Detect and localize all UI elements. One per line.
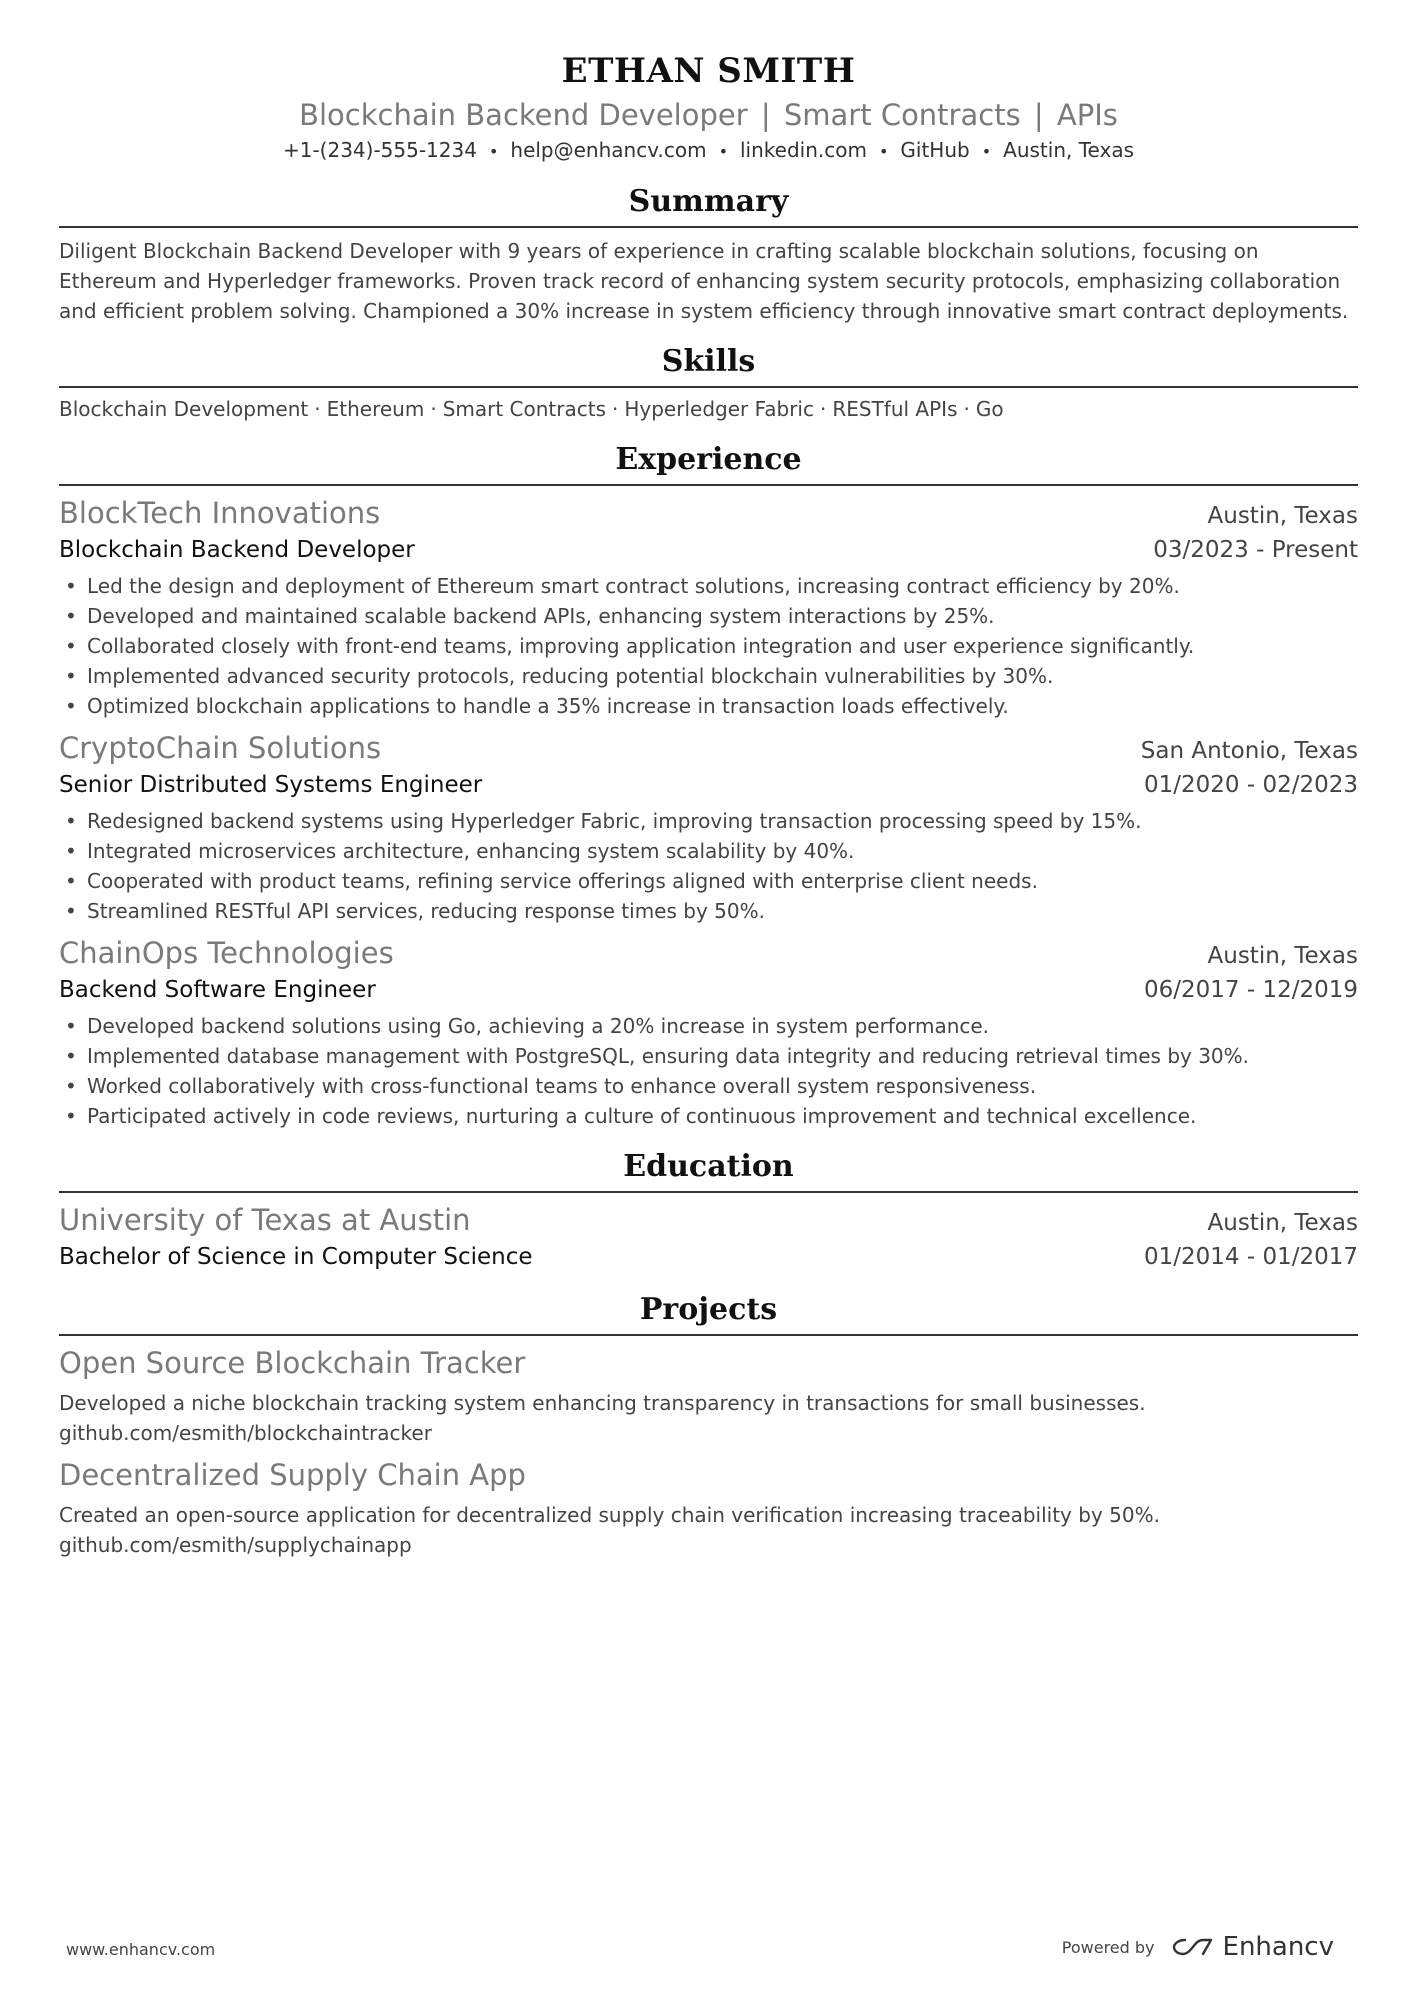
- job-company: CryptoChain Solutions: [59, 731, 382, 765]
- contact-phone: +1-(234)-555-1234: [282, 138, 477, 162]
- resume-header: [59, 48, 1358, 166]
- enhancv-logo-icon: [1171, 1935, 1215, 1959]
- job-dates: 03/2023 - Present: [1153, 537, 1358, 563]
- job-bullet: • Implemented advanced security protocols, reducing potential blockchain vulnerabilities by 30%.: [59, 661, 1358, 691]
- headline-separator: |: [1033, 98, 1044, 132]
- job-role: Blockchain Backend Developer: [59, 537, 415, 563]
- project-link[interactable]: github.com/esmith/supplychainapp: [59, 1533, 412, 1557]
- skill-item: Hyperledger Fabric: [624, 397, 814, 421]
- job-location: San Antonio, Texas: [1140, 738, 1358, 764]
- contact-location: Austin, Texas: [1003, 138, 1135, 162]
- headline-part: Blockchain Backend Developer: [299, 98, 748, 132]
- project-entry: [59, 1456, 1358, 1560]
- section-title: Education: [59, 1147, 1358, 1193]
- skill-separator: ·: [430, 397, 437, 421]
- job-dates: 01/2020 - 02/2023: [1143, 772, 1358, 798]
- job-bullet: • Developed and maintained scalable backend APIs, enhancing system interactions by 25%.: [59, 601, 1358, 631]
- education-school: University of Texas at Austin: [59, 1203, 471, 1237]
- job-bullet: • Led the design and deployment of Ethereum smart contract solutions, increasing contract efficiency by 20%.: [59, 571, 1358, 601]
- contact-email[interactable]: help@enhancv.com: [510, 138, 707, 162]
- contact-line: [59, 136, 1358, 166]
- headline: [59, 96, 1358, 134]
- project-title: Decentralized Supply Chain App: [59, 1458, 526, 1492]
- skill-item: Blockchain Development: [59, 397, 309, 421]
- summary-section: [59, 182, 1358, 326]
- education-location: Austin, Texas: [1207, 1210, 1358, 1236]
- job-entry: [59, 494, 1358, 721]
- education-entry: [59, 1201, 1358, 1274]
- dot-separator: •: [981, 142, 992, 161]
- job-company: ChainOps Technologies: [59, 936, 394, 970]
- job-bullet: • Cooperated with product teams, refining service offerings aligned with enterprise client needs.: [59, 866, 1358, 896]
- dot-separator: •: [488, 142, 499, 161]
- dot-separator: •: [878, 142, 889, 161]
- job-bullet: • Participated actively in code reviews, nurturing a culture of continuous improvement and technical excellence.: [59, 1101, 1358, 1131]
- job-bullet: • Developed backend solutions using Go, achieving a 20% increase in system performance.: [59, 1011, 1358, 1041]
- job-entry: [59, 934, 1358, 1131]
- powered-by-label: Powered by: [1061, 1937, 1155, 1957]
- job-bullet: • Integrated microservices architecture, enhancing system scalability by 40%.: [59, 836, 1358, 866]
- dot-separator: •: [718, 142, 728, 161]
- project-description: Developed a niche blockchain tracking system enhancing transparency in transactions for small businesses.: [59, 1391, 1146, 1415]
- enhancv-logo[interactable]: [1171, 1932, 1334, 1962]
- headline-part: Smart Contracts: [783, 98, 1021, 132]
- experience-section: [59, 440, 1358, 1131]
- projects-section: [59, 1290, 1358, 1560]
- job-bullets: [59, 571, 1358, 721]
- skill-separator: ·: [612, 397, 619, 421]
- skill-separator: ·: [820, 397, 827, 421]
- job-bullet: • Implemented database management with PostgreSQL, ensuring data integrity and reducing retrieval times by 30%.: [59, 1041, 1358, 1071]
- job-bullet: • Streamlined RESTful API services, reducing response times by 50%.: [59, 896, 1358, 926]
- job-location: Austin, Texas: [1207, 943, 1358, 969]
- skill-separator: ·: [314, 397, 321, 421]
- job-role: Backend Software Engineer: [59, 977, 376, 1003]
- project-title: Open Source Blockchain Tracker: [59, 1346, 526, 1380]
- candidate-name: ETHAN SMITH: [561, 51, 856, 91]
- footer-website[interactable]: www.enhancv.com: [66, 1940, 216, 1959]
- job-bullet: • Optimized blockchain applications to handle a 35% increase in transaction loads effectively.: [59, 691, 1358, 721]
- education-degree: Bachelor of Science in Computer Science: [59, 1244, 533, 1270]
- section-title: Projects: [59, 1290, 1358, 1336]
- job-dates: 06/2017 - 12/2019: [1143, 977, 1358, 1003]
- job-bullet: • Redesigned backend systems using Hyperledger Fabric, improving transaction processing speed by 15%.: [59, 806, 1358, 836]
- skill-item: Smart Contracts: [442, 397, 606, 421]
- education-dates: 01/2014 - 01/2017: [1143, 1244, 1358, 1270]
- skill-item: Ethereum: [326, 397, 425, 421]
- project-link[interactable]: github.com/esmith/blockchaintracker: [59, 1421, 432, 1445]
- project-description: Created an open-source application for decentralized supply chain verification increasing traceability by 50%.: [59, 1503, 1160, 1527]
- headline-part: APIs: [1056, 98, 1118, 132]
- job-company: BlockTech Innovations: [59, 496, 381, 530]
- skills-list: [59, 394, 1358, 424]
- footer-branding: [1062, 1932, 1334, 1962]
- brand-name: Enhancv: [1222, 1932, 1334, 1962]
- education-section: [59, 1147, 1358, 1274]
- skill-separator: ·: [963, 397, 970, 421]
- job-entry: [59, 729, 1358, 926]
- job-location: Austin, Texas: [1207, 503, 1358, 529]
- summary-text: Diligent Blockchain Backend Developer with 9 years of experience in crafting scalable blockchain solutions, focusing on Ethereum and Hyperledger frameworks. Proven track record of enhancing system security protocols, emphasizing collaboration and efficient problem solving. Championed a 30% increase in system efficiency through innovative smart contract deployments.: [59, 239, 1349, 323]
- contact-github[interactable]: GitHub: [900, 138, 970, 162]
- contact-linkedin[interactable]: linkedin.com: [740, 138, 867, 162]
- section-title: Experience: [59, 440, 1358, 486]
- job-bullets: [59, 806, 1358, 926]
- skills-section: [59, 342, 1358, 424]
- section-title: Skills: [59, 342, 1358, 388]
- job-role: Senior Distributed Systems Engineer: [59, 772, 483, 798]
- job-bullets: [59, 1011, 1358, 1131]
- skill-item: RESTful APIs: [832, 397, 958, 421]
- resume-page: [59, 48, 1358, 1560]
- project-entry: [59, 1344, 1358, 1448]
- headline-separator: |: [760, 98, 771, 132]
- section-title: Summary: [59, 182, 1358, 228]
- skill-item: Go: [975, 397, 1004, 421]
- job-bullet: • Collaborated closely with front-end teams, improving application integration and user experience significantly.: [59, 631, 1358, 661]
- job-bullet: • Worked collaboratively with cross-functional teams to enhance overall system responsiveness.: [59, 1071, 1358, 1101]
